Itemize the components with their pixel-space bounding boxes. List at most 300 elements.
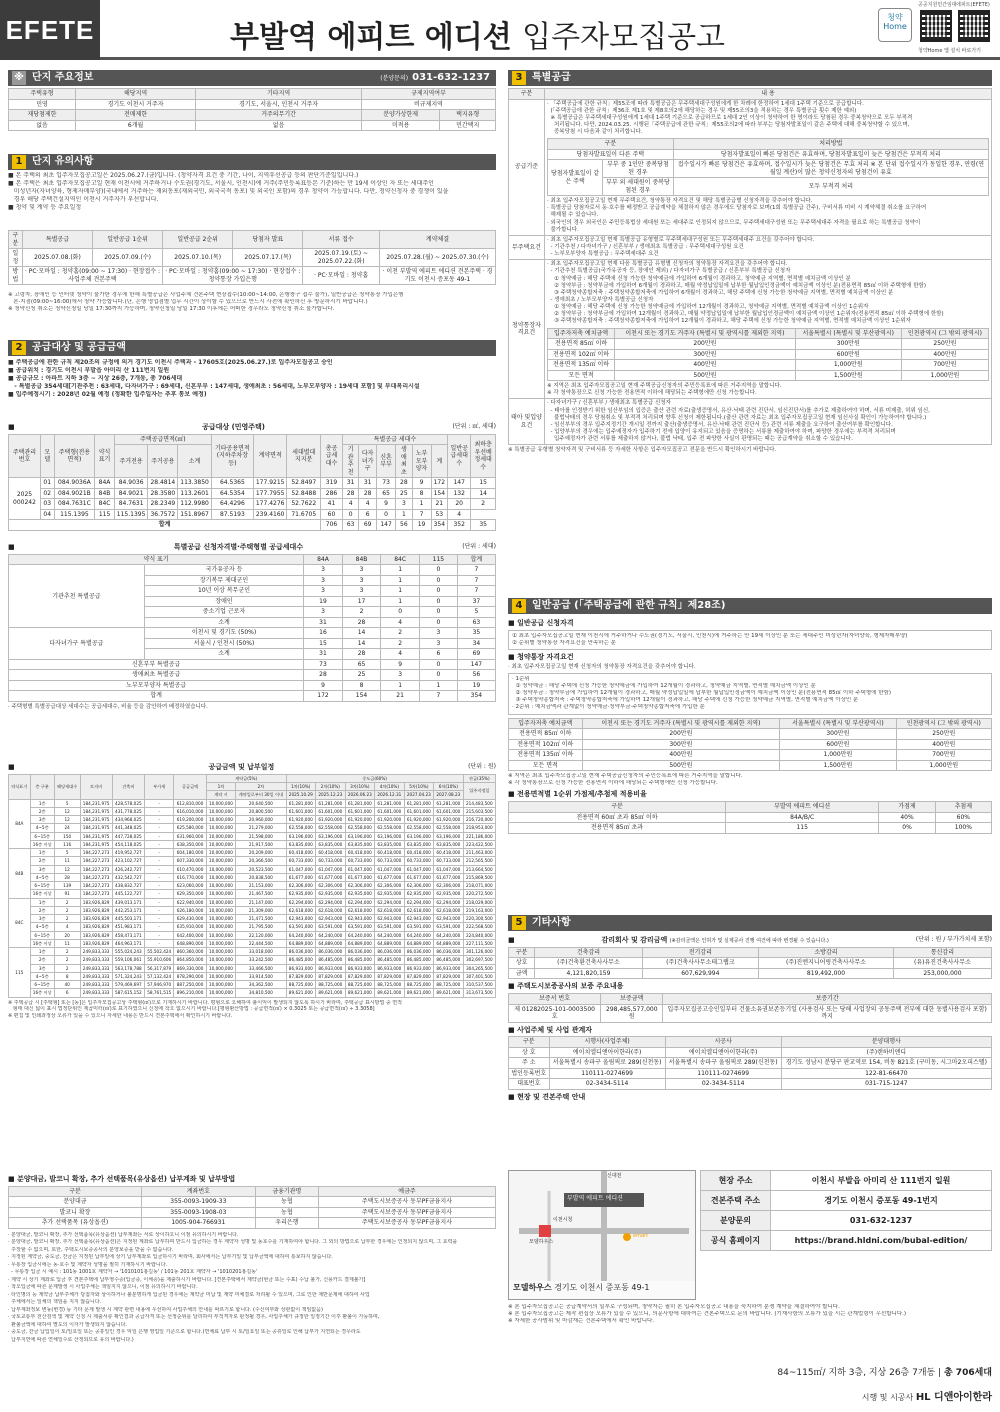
table-cell: 합계 bbox=[9, 691, 304, 702]
table-cell: 431,778,025 bbox=[112, 807, 144, 815]
column-header: 일반공급세대수 bbox=[448, 434, 471, 478]
text-line: 납부지연에 따른 연체일수로 산정되므로 유의 바랍니다.) bbox=[8, 1336, 134, 1343]
table-cell: 200만원 bbox=[615, 339, 795, 350]
column-header: 총공급세대수 bbox=[321, 434, 343, 478]
table-cell: 500만원 bbox=[615, 370, 795, 381]
column-header: 가점제 bbox=[879, 802, 935, 813]
general-sub3: ■ 전용면적별 1순위 가점제/추첨제 적용비율 bbox=[508, 790, 992, 799]
table-cell: 183,926,829 bbox=[80, 939, 112, 947]
type-label: 115 bbox=[9, 948, 31, 998]
text-line: · 분양대금, 발코니 확장, 추가 선택품목(유상옵션) 납부계좌는 서로 상이하오니 이점 유의하시기 바랍니다. bbox=[8, 1231, 239, 1238]
table-cell: 115 bbox=[725, 823, 878, 834]
table-row bbox=[9, 1218, 496, 1229]
table-cell: 61,677,000 bbox=[375, 873, 405, 881]
column-header: 2027.08.23 bbox=[434, 791, 464, 799]
column-header: 구분 bbox=[509, 89, 545, 100]
column-header: 입주자저축 예치금액 bbox=[548, 328, 615, 339]
header-row bbox=[548, 328, 989, 339]
column-header: 노부모부양자 bbox=[412, 445, 431, 478]
schedule-table bbox=[8, 230, 496, 285]
table-cell: 34,362,500 bbox=[236, 981, 286, 989]
table-cell: 700만원 bbox=[901, 360, 988, 371]
text-line: · 중도금, 잔금 납입일이 토/일요일 또는 공휴일인 경우 익일 은행 영업일 기준으로 합니다.(연체료 납부 시 토/일요일 또는 공휴일로 인해 납부가 지연되는 경우라도 bbox=[8, 1329, 361, 1336]
table-cell: 33,242,500 bbox=[236, 956, 286, 964]
text-line: 형태 대신 넓이 표시 법정단위인 제곱미터(㎡)로 표기하였으니 신청에 착오 없으시기 바랍니다.[평형환산방법 : 공급면적(㎡) × 0.3025 또는 공급면적(㎡) ÷ 3.3058] bbox=[8, 1006, 375, 1012]
business-title: ■ 사업주체 및 사업 관계자 bbox=[508, 1026, 992, 1035]
table-cell: 16층 이상 bbox=[30, 840, 54, 848]
table-cell: 60,733,000 bbox=[375, 857, 405, 865]
table-cell: 896,210,000 bbox=[174, 989, 206, 997]
table-cell: 3층 bbox=[30, 816, 54, 824]
text-line: ③ 주택청약종합저축 : 주택청약종합저축에 가입하여 12개월이 경과하고, 해당 주택에 신청 가능한 청약예금 지역별, 면적별 예치금액 이상인 1순위자 bbox=[547, 318, 911, 325]
table-cell: 177.9215 bbox=[253, 478, 287, 489]
table-cell: 3 bbox=[342, 575, 381, 586]
table-cell: 28.4814 bbox=[148, 478, 178, 489]
table-cell: 62,618,000 bbox=[345, 906, 375, 914]
table-cell: 86,485,000 bbox=[375, 956, 405, 964]
account-notes bbox=[8, 1232, 496, 1345]
table-cell: 113.2601 bbox=[178, 488, 212, 499]
table-cell: 116 bbox=[54, 840, 80, 848]
text-line: · 「주택공급에 관한 규칙」제55조에 따라 특별공급은 무주택세대구성원에게 한 차례에 한정하여 1세대 1주택 기준으로 공급합니다. bbox=[547, 100, 864, 107]
table-cell: 1 bbox=[396, 509, 412, 520]
column-header: 구분 bbox=[9, 231, 23, 249]
table-cell: 1 bbox=[419, 680, 457, 691]
tbl-sup bbox=[508, 947, 992, 980]
type-label: 84A bbox=[9, 799, 31, 849]
table-cell: 84A/B/C bbox=[725, 812, 878, 823]
table-cell: 민간택지 bbox=[440, 120, 496, 131]
column-header: 2026.06.23 bbox=[345, 791, 375, 799]
text-line: ① 청약예금 : 해당 주택에 신청 가능한 청약예금에 가입하여 12개월이 경과하고, 청약예금 지역별, 면적별 예치금액 이상인 1순위자 bbox=[547, 304, 869, 311]
table-cell: 700만원 bbox=[896, 750, 991, 761]
table-cell: 61,601,000 bbox=[404, 807, 434, 815]
qr2-label: 에피트(EFETE) bbox=[956, 2, 990, 8]
table-cell: 일정 bbox=[9, 249, 23, 267]
table-cell: 28.3580 bbox=[148, 488, 178, 499]
table-cell: 28 bbox=[54, 873, 80, 881]
table-row bbox=[509, 1004, 992, 1022]
table-cell: 01 bbox=[40, 478, 54, 489]
table-cell: 10년 이상 복무군인 bbox=[144, 586, 303, 597]
text-line: · 무통장 입금시에는 동·호수 및 계약자 성명을 필히 기재하시기 바랍니다. bbox=[8, 1261, 168, 1268]
table-cell: 352 bbox=[448, 520, 471, 531]
column-header: 입주자저축 예치금액 bbox=[509, 718, 583, 729]
table-cell: 서울특별시 송파구 올림픽로 289(신천동) bbox=[665, 1058, 781, 1069]
table-cell: 24 bbox=[54, 824, 80, 832]
table-cell: 400만원 bbox=[615, 360, 795, 371]
text-line: · 다자녀가구 / 신혼부부 / 생애최초 특별공급 신청자 bbox=[547, 400, 671, 407]
table-cell: (주)진엔지니어링건축사사무소 bbox=[759, 958, 894, 969]
table-cell: 7 bbox=[457, 586, 495, 597]
table-cell: 224,840,000 bbox=[463, 931, 495, 939]
price-title: ■ 공급금액 및 납부일정 bbox=[208, 763, 275, 771]
table-cell: 706 bbox=[321, 520, 343, 531]
table-cell: 89,621,000 bbox=[434, 989, 464, 997]
table-row bbox=[9, 857, 496, 865]
table-cell: · PC·모바일 : 청약홈 bbox=[303, 267, 380, 285]
special-supply-table bbox=[508, 88, 992, 454]
table-cell: 전용면적 85㎡ 이하 bbox=[509, 729, 583, 740]
qr-code-2[interactable] bbox=[958, 10, 990, 42]
table-cell: 571,324,243 bbox=[112, 972, 144, 980]
table-cell: 16층 이상 bbox=[30, 939, 54, 947]
table-cell: 2층 bbox=[30, 857, 54, 865]
column-header: 통신감리 bbox=[893, 947, 991, 958]
table-cell: 10,000,000 bbox=[206, 906, 236, 914]
special-title: ■ 특별공급 신청자격별·주택형별 공급세대수 bbox=[173, 543, 304, 551]
tbl-account bbox=[8, 1186, 496, 1229]
table-cell: 35 bbox=[457, 628, 495, 639]
column-header: 공급금액 bbox=[174, 774, 206, 799]
table-cell: 1,000만원 bbox=[780, 750, 896, 761]
page-title bbox=[230, 12, 725, 56]
column-header: 주거전용 bbox=[114, 445, 148, 478]
table-cell: 상호 bbox=[509, 958, 535, 969]
table-cell: 432,542,727 bbox=[112, 873, 144, 881]
text-line: 주장할 수 없으며, 또한, 주택도시보증공사의 분양보증을 받을 수 없습니다. bbox=[8, 1246, 174, 1253]
table-cell: 626,180,000 bbox=[174, 906, 206, 914]
emart-marker bbox=[623, 1233, 631, 1241]
table-cell: 31 bbox=[304, 617, 343, 628]
table-row bbox=[9, 948, 496, 956]
table-cell: 16층 이상 bbox=[30, 989, 54, 997]
table-cell: 587,615,152 bbox=[112, 989, 144, 997]
table-cell: 62,558,000 bbox=[404, 824, 434, 832]
table-cell: 6 bbox=[54, 989, 80, 997]
supervision-unit: (단위 : 원 / 부가가치세 포함) bbox=[915, 936, 992, 943]
table-cell: 60% bbox=[935, 812, 991, 823]
table-cell: 86,933,000 bbox=[434, 964, 464, 972]
text-line: 해제될 수 있습니다. bbox=[547, 212, 599, 219]
table-cell: 당첨자발표일이 같은 주택 bbox=[548, 160, 603, 196]
text-line: ③ 주택청약종합저축 : 주택청약종합저축에 가입하여 6개월이 경과하고, 해당 주택에 신청 가능한 청약예금 지역별, 면적별 예치금액 이상인 분 bbox=[547, 289, 894, 296]
table-cell: 61,281,000 bbox=[345, 799, 375, 807]
cheongyak-home-logo[interactable] bbox=[878, 8, 912, 42]
table-cell: 4 bbox=[381, 649, 420, 660]
table-cell: 61,601,000 bbox=[375, 807, 405, 815]
table-cell: 21 bbox=[381, 691, 420, 702]
complex-info-table bbox=[8, 88, 496, 131]
text-line: - 기관추천 특별공급(국가유공자 등, 장애인 제외) / 다자녀가구 특별공급 / 신혼부부 특별공급 신청자 bbox=[547, 268, 791, 275]
table-row bbox=[9, 849, 496, 857]
map-caption-text: 경기도 이천시 증포동 49-1 bbox=[554, 1283, 650, 1292]
location-map[interactable] bbox=[508, 1170, 696, 1300]
table-cell: 154 bbox=[431, 488, 447, 499]
table-cell: 입주자모집공고승인일부터 건물소유권보존등기일 (사용검사 또는 당해 사업장의 공동주택 전부에 대한 동별사용검사 포함)까지 bbox=[663, 1004, 992, 1022]
table-cell: 64,240,000 bbox=[434, 931, 464, 939]
table-cell: 610,470,000 bbox=[174, 865, 206, 873]
table-cell: 878,290,000 bbox=[174, 972, 206, 980]
header-row bbox=[509, 718, 992, 729]
table-row bbox=[9, 824, 496, 832]
table-cell: 2025.07.19.(토) ~ 2025.07.22.(화) bbox=[303, 249, 380, 267]
table-cell: 63,835,000 bbox=[404, 840, 434, 848]
text-line: ※ 지역은 최초 입주자모집공고일 현재 주택공급신청자의 주민등록표에 따른 거주지역을 말합니다. bbox=[508, 773, 743, 780]
table-cell: 60,418,000 bbox=[316, 849, 346, 857]
table-cell: 20 bbox=[54, 931, 80, 939]
header-row bbox=[548, 139, 989, 150]
table-row bbox=[509, 739, 992, 750]
table-row bbox=[9, 840, 496, 848]
table-cell: 604,180,000 bbox=[174, 849, 206, 857]
table-cell: 62,618,000 bbox=[286, 906, 316, 914]
section-number: 4 bbox=[512, 599, 526, 613]
table-cell: 62,294,000 bbox=[286, 898, 316, 906]
table-cell: · PC·모바일 : 청약홈(09:00 ~ 17:30) · 현장접수 : 청약통장 가입은행 bbox=[163, 267, 303, 285]
table-cell: 4~5층 bbox=[30, 824, 54, 832]
table-cell: 1 bbox=[412, 499, 431, 510]
title-light: 입주자모집공고 bbox=[522, 20, 726, 55]
table-cell: 88,725,000 bbox=[434, 981, 464, 989]
table-cell: 300만원 bbox=[780, 729, 896, 740]
column-header: 약식 표기 bbox=[9, 554, 304, 565]
table-cell: 110111-0274699 bbox=[549, 1068, 665, 1079]
table-cell: 249,833,333 bbox=[80, 989, 112, 997]
footer-dev-label: 시행 및 시공사 bbox=[861, 1393, 914, 1402]
table-cell: 177.4276 bbox=[253, 499, 287, 510]
table-cell: 1,500만원 bbox=[795, 370, 901, 381]
table-cell: 9 bbox=[381, 659, 420, 670]
table-cell: 63,196,000 bbox=[345, 832, 375, 840]
table-cell: 249,833,333 bbox=[80, 948, 112, 956]
table-cell: 7 bbox=[419, 691, 457, 702]
table-cell: - bbox=[144, 849, 174, 857]
table-cell: 21,598,000 bbox=[236, 832, 286, 840]
table-cell: 2층 bbox=[30, 906, 54, 914]
table-cell: 84.9021 bbox=[114, 488, 148, 499]
text-line: 불가합니다. bbox=[547, 226, 579, 233]
table-cell: 61,920,000 bbox=[286, 816, 316, 824]
table-cell: 1 bbox=[381, 680, 420, 691]
text-line: - 무통장 입금 시 예시 : 101동 1001호 계약자 → '1010101홍길동' / 101동 201호 계약자 → '1010201홍길동' bbox=[8, 1269, 258, 1276]
table-cell: 4 bbox=[448, 509, 471, 520]
text-line: · 최초 입주자모집공고일 현재 특별공급 유형별로 무주택세대구성원 또는 무주택세대주 요건을 갖추어야 합니다. bbox=[547, 236, 815, 243]
table-cell: 87,829,000 bbox=[434, 972, 464, 980]
section-title: 공급대상 및 공급금액 bbox=[32, 341, 126, 353]
total-row bbox=[9, 520, 496, 531]
table-cell: - bbox=[144, 799, 174, 807]
table-cell: 91 bbox=[54, 890, 80, 898]
table-cell: 869,330,000 bbox=[174, 964, 206, 972]
table-cell: - bbox=[144, 832, 174, 840]
type-label: 84B bbox=[9, 849, 31, 899]
table-cell: 62,935,000 bbox=[434, 890, 464, 898]
text-line: 입주예정자가 관련 서류를 제출하지 않거나, 불법 낙태, 입주 전 파양한 사실이 판명되는 때는 공급계약을 취소할 수 있습니다. bbox=[547, 436, 853, 443]
map-model-label: 모델하우스 bbox=[529, 1239, 554, 1245]
table-cell: 장애인 bbox=[144, 596, 303, 607]
table-cell: 122-81-66470 bbox=[781, 1068, 991, 1079]
footer-total: 총 706세대 bbox=[943, 1368, 992, 1378]
table-cell: 4 bbox=[381, 617, 420, 628]
table-cell: 64,889,000 bbox=[375, 939, 405, 947]
table-cell: 미적용 bbox=[361, 120, 439, 131]
column-header: 구분 bbox=[9, 1186, 142, 1197]
general-sub1: ■ 일반공급 신청자격 bbox=[508, 619, 992, 628]
column-header: 계약면적 bbox=[253, 434, 287, 478]
section-number: 2 bbox=[12, 341, 26, 355]
table-cell: 20,800,500 bbox=[236, 807, 286, 815]
table-cell: 64.5365 bbox=[211, 478, 253, 489]
column-header: 이천시 또는 경기도 거주자 (특별시 및 광역시를 제외한 지역) bbox=[582, 718, 780, 729]
column-header: 서류 접수 bbox=[303, 231, 380, 249]
table-cell: 56 bbox=[396, 520, 412, 531]
text-line: ※ 청약신청 취소는 청약신청일 당일 17:30까지 가능하며, 청약신청일 당일 17:30 이후에는 어떠한 경우라도 청약신청 취소 불가합니다. bbox=[8, 306, 335, 313]
table-cell: 113.3850 bbox=[178, 478, 212, 489]
table-cell: 62,618,000 bbox=[434, 906, 464, 914]
duplicate-table bbox=[547, 138, 989, 196]
table-cell: 중소기업 근로자 bbox=[144, 607, 303, 618]
table-cell: 52.8488 bbox=[287, 488, 321, 499]
table-cell: - bbox=[144, 890, 174, 898]
table-cell: 전용면적 102㎡ 이하 bbox=[548, 349, 615, 360]
table-cell: 86,485,000 bbox=[434, 956, 464, 964]
table-cell: 0 bbox=[419, 659, 457, 670]
table-cell: 86,036,000 bbox=[434, 948, 464, 956]
column-header: 약식표기 bbox=[95, 434, 115, 478]
table-cell: 031-715-1247 bbox=[781, 1079, 991, 1090]
inquiry-phone: 031-632-1237 bbox=[412, 71, 490, 83]
table-cell: 62,306,000 bbox=[286, 882, 316, 890]
table-cell: 19 bbox=[412, 520, 431, 531]
table-row bbox=[9, 956, 496, 964]
sec3-foot: ※ 특별공급 유형별 청약자격 및 구비서류 등 자세한 사항은 입주자모집공고 전문을 반드시 확인하시기 바랍니다. bbox=[508, 447, 777, 454]
table-cell: 9 bbox=[304, 680, 343, 691]
column-header: 주택공급면적(㎡) bbox=[114, 434, 211, 445]
logo-text: 청약 Home bbox=[883, 13, 907, 31]
table-cell: 84A bbox=[95, 478, 115, 489]
table-cell: 03 bbox=[40, 499, 54, 510]
price-unit: (단위 : 원) bbox=[468, 763, 496, 770]
table-row bbox=[509, 958, 992, 969]
table-cell: 62,943,000 bbox=[404, 915, 434, 923]
text-line: - 태아를 인정받기 위한 임산부임의 입증은 출산 관련 자료(출생증명서, 유산·낙태 관련 진단서, 임신진단서)를 추가로 제출하여야 하며, 서류 미제출, 허위 임신, bbox=[547, 407, 930, 414]
map-caption bbox=[513, 1283, 650, 1293]
table-cell: 20,838,500 bbox=[236, 873, 286, 881]
table-row bbox=[509, 235, 992, 259]
column-header: 이천시 또는 경기도 거주자 (특별시 및 광역시를 제외한 지역) bbox=[615, 328, 795, 339]
table-cell: 60,733,000 bbox=[404, 857, 434, 865]
table-cell: 286 bbox=[321, 488, 343, 499]
table-cell: 86,933,000 bbox=[286, 964, 316, 972]
table-cell: 177.7955 bbox=[253, 488, 287, 499]
table-cell: 147 bbox=[376, 520, 395, 531]
table-cell: - bbox=[144, 824, 174, 832]
table-row bbox=[509, 823, 992, 834]
table-cell: 10,000,000 bbox=[206, 882, 236, 890]
text-line: · 지정된 계약금, 중도금, 잔금은 지정된 납부일에 상기 납부계좌로 입금하시기 바라며, 회사에서는 납부기일 및 납부금액에 대하여 통보하지 않습니다. bbox=[8, 1254, 333, 1261]
table-cell: 0 bbox=[342, 509, 358, 520]
table-cell: 184,231,975 bbox=[80, 799, 112, 807]
table-row bbox=[548, 339, 989, 350]
table-row bbox=[9, 964, 496, 972]
table-cell: 216,720,000 bbox=[463, 816, 495, 824]
table-cell: 12 bbox=[54, 807, 80, 815]
table-cell: 20,366,500 bbox=[236, 857, 286, 865]
table-cell: 10,000,000 bbox=[206, 939, 236, 947]
table-row bbox=[9, 509, 496, 520]
table-cell: 4,121,820,159 bbox=[535, 968, 642, 979]
table-cell: 02 bbox=[40, 488, 54, 499]
table-cell: 40% bbox=[879, 812, 935, 823]
table-cell: 184,227,273 bbox=[80, 865, 112, 873]
table-cell: 63,591,000 bbox=[404, 923, 434, 931]
section-5-etc bbox=[508, 915, 992, 931]
table-cell: 21,309,000 bbox=[236, 906, 286, 914]
table-cell: 87.5193 bbox=[211, 509, 253, 520]
table-cell: 2025.07.17.(목) bbox=[233, 249, 303, 267]
column-header: 최하층우선배정세대수 bbox=[471, 434, 496, 478]
text-line: ■ 입주예정시기 : 2028년 02월 예정 (정확한 입주일자는 추후 통보 예정) bbox=[8, 391, 207, 399]
table-row bbox=[9, 865, 496, 873]
table-cell: 56 bbox=[457, 670, 495, 681]
info-label: 현장 주소 bbox=[701, 1171, 771, 1191]
table-cell: 우리은행 bbox=[255, 1218, 318, 1229]
table-cell: 1 bbox=[381, 565, 420, 576]
table-cell: 없음 bbox=[9, 120, 76, 131]
table-cell: 61,047,000 bbox=[404, 865, 434, 873]
table-cell: 61,677,000 bbox=[404, 873, 434, 881]
table-cell: 86,036,000 bbox=[375, 948, 405, 956]
table-cell: 63,196,000 bbox=[316, 832, 346, 840]
text-line: ② 청약부금 : 청약부금에 가입하여 12개월이 경과하고, 매월 약정납입일에 납부한 월납입인정금액이 예치금액 이상인 1순위자(전용면적 85㎡ 이하 주택형에 한함) bbox=[547, 311, 944, 318]
table-cell: 64,240,000 bbox=[404, 931, 434, 939]
table-cell: 62,935,000 bbox=[286, 890, 316, 898]
info-row bbox=[701, 1231, 992, 1251]
table-cell: 64,889,000 bbox=[286, 939, 316, 947]
table-cell: 87,829,000 bbox=[286, 972, 316, 980]
table-cell: 10,000,000 bbox=[206, 865, 236, 873]
table-cell: 주택도시보증공사 동부PF금융지사 bbox=[318, 1207, 495, 1218]
table-cell: 63,196,000 bbox=[286, 832, 316, 840]
qr-code-1[interactable] bbox=[920, 10, 952, 42]
table-cell: 184,231,975 bbox=[80, 807, 112, 815]
text-line: · 계약 시 상기 계좌로 입금 후 견본주택에 납부영수증(입금증, 이체증)을 제출하시기 바랍니다. [견본주택에서 계약금(현금 또는 수표) 수납 불가, 신용카드 결제불가] bbox=[8, 1276, 366, 1283]
table-cell: 64,240,000 bbox=[286, 931, 316, 939]
table-cell: 220,300,500 bbox=[463, 915, 495, 923]
table-cell: 3 bbox=[381, 670, 420, 681]
table-cell: 0 bbox=[376, 509, 395, 520]
table-cell: 89,621,000 bbox=[404, 989, 434, 997]
table-cell: 63,835,000 bbox=[434, 840, 464, 848]
table-cell: 7 bbox=[457, 565, 495, 576]
column-header: 서울특별시 (특별시 및 부산광역시) bbox=[795, 328, 901, 339]
table-row bbox=[9, 628, 496, 639]
table-cell: 3 bbox=[342, 586, 381, 597]
column-header: 약식표기 bbox=[9, 774, 31, 799]
table-cell: 3 bbox=[419, 638, 457, 649]
table-cell: 183,926,829 bbox=[80, 931, 112, 939]
table-cell: 3층 bbox=[30, 964, 54, 972]
table-row bbox=[9, 659, 496, 670]
table-cell: 200만원 bbox=[582, 729, 780, 740]
table-cell: 400만원 bbox=[896, 739, 991, 750]
table-cell: 62,943,000 bbox=[375, 915, 405, 923]
text-line: 불법낙태의 경우 당첨취소 및 부적격 처리되며 향후 신청이 제한됩니다.(출산 관련 자료는 최초 입주자모집공고일 현재 임신사실 확인이 가능하여야 합니다.) bbox=[547, 414, 927, 421]
total-label: 합계 bbox=[9, 520, 321, 531]
text-line: ■ 공급위치 : 경기도 이천시 부발읍 아미리 산 111번지 일원 bbox=[8, 367, 170, 375]
header-row bbox=[9, 110, 496, 121]
brand-logo: EFETE bbox=[0, 0, 100, 60]
table-cell: 21,153,000 bbox=[236, 882, 286, 890]
table-cell: - bbox=[144, 923, 174, 931]
table-cell: 211,463,000 bbox=[463, 849, 495, 857]
table-cell: 1 bbox=[381, 575, 420, 586]
special-note: · 주택형별 특별공급대상 세대수는 공급세대수, 비율 등을 감안하여 배정하였습니다. bbox=[8, 703, 208, 710]
table-cell: 63 bbox=[457, 617, 495, 628]
info-row bbox=[701, 1211, 992, 1231]
table-cell: 4~5층 bbox=[30, 972, 54, 980]
